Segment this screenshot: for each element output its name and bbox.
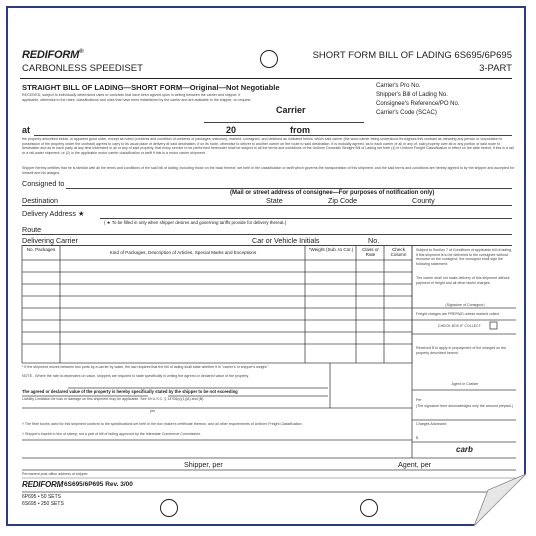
col-class: Class or Rate bbox=[362, 247, 379, 258]
star-icon: ★ bbox=[77, 209, 85, 218]
brand-text: REDIFORM bbox=[22, 49, 80, 61]
field-pro-no: Carrier's Pro No. bbox=[376, 83, 421, 89]
imprint-note: † Shipper's imprint in lieu of stamp; not a part of bill of lading approved by the Interstate Commerce Commission. bbox=[22, 432, 202, 436]
agent-cashier-label: Agent or Cashier bbox=[451, 382, 479, 386]
zip-label: Zip Code bbox=[328, 196, 358, 205]
carbon-text: carb bbox=[456, 445, 473, 454]
carrier-label: Carrier bbox=[276, 105, 306, 115]
water-note: * If the shipment moves between two ports by a carrier by water, the law requires that the bill of lading shall state whether it is "carrier's or shipper's weight." bbox=[22, 365, 269, 369]
check-box-label: CHECK BOX IF COLLECT bbox=[438, 324, 481, 328]
fine-print: the property described below, in apparent good order, except as noted (contents and condition of contents of packages unknown), marked, consigned, and destined as indicated below, which said carrier (the word carrier being understood throughout this contract as meaning any person or corporation in possession of the property under the contract) agrees to carry to its usual place of delivery at said destination, if on its route, otherwise to deliver to another carrier on the route to said destination. It is mutually agreed, as to each carrier of all or any of, said property over all or any portion of said route to destination and as to each party at any time interested in all or any of said property, that every service to be performed hereunder shall be subject to all the terms and conditions of the Uniform Domestic Straight Bill of Lading set forth (1) in Uniform Freight Classification in effect on the date hereof, if this is a rail or a rail-water shipment, or (2) in the applicable motor carrier classification or tariff if this is a motor carrier shipment. bbox=[22, 137, 514, 155]
form-frame bbox=[6, 6, 526, 526]
form-part: 3-PART bbox=[479, 63, 512, 74]
agreed-value-text: The agreed or declared value of the property is hereby specifically stated by the shipper to be not exceeding bbox=[22, 389, 238, 394]
shipper-per-label: Shipper, per bbox=[184, 460, 223, 469]
permanent-address-label: Permanent post-office address of shipper bbox=[22, 472, 88, 476]
destination-label: Destination bbox=[22, 196, 58, 205]
page-curl-icon bbox=[466, 466, 526, 526]
amount-prepaid-note: (The signature here acknowledges only the amount prepaid.) bbox=[416, 404, 513, 408]
subtitle: CARBONLESS SPEEDISET bbox=[22, 63, 143, 74]
freight-prepaid-text: Freight charges are PREPAID unless marked collect bbox=[416, 312, 500, 316]
delivery-note: ( ★ To be filled in only when shipper desires and governing tariffs provide for delivery thereat.) bbox=[104, 220, 287, 225]
received-text: RECEIVED, subject to individually determined rates or contracts that have been agreed upon in writing between the carrier and shipper, if applicable, otherwise to the rates, classifications and rules that have been established by the carrier and are available to the shipper, on request. bbox=[22, 93, 252, 102]
per-label: Per bbox=[416, 398, 422, 402]
state-label: State bbox=[266, 196, 283, 205]
at-label: at bbox=[22, 125, 31, 135]
bol-title: STRAIGHT BILL OF LADING—SHORT FORM—Original—Not Negotiable bbox=[22, 83, 280, 92]
footer-model: 6S695/6P695 Rev. 3/00 bbox=[64, 481, 133, 488]
consigned-to-label: Consigned to bbox=[22, 179, 65, 188]
year-label: 20 bbox=[226, 125, 237, 135]
footer-sets-2: 6S695 • 250 SETS bbox=[22, 501, 64, 507]
mail-note: (Mail or street address of consignee—For purposes of notification only) bbox=[230, 190, 435, 196]
form-title: SHORT FORM BILL OF LADING 6S695/6P695 bbox=[312, 50, 512, 61]
commodity-table bbox=[8, 8, 528, 528]
from-label: from bbox=[290, 125, 310, 135]
col-packages: No. Packages bbox=[26, 247, 56, 252]
car-no-label: No. bbox=[368, 236, 380, 245]
fibre-note: † The fibre boxes used for this shipment conform to the specifications set forth in the box maker's certificate thereon, and all other requirements of Uniform Freight Classification. bbox=[22, 422, 303, 426]
field-consignee-ref: Consignee's Reference/PO No. bbox=[376, 101, 460, 107]
fine-print-2: Shipper hereby certifies that he is familiar with all the terms and conditions of the said bill of lading, including those on the back thereof, set forth in the classification or tariff which governs the transportation of this shipment, and the said terms and conditions are hereby agreed to by the shipper and accepted for himself and his assigns. bbox=[22, 166, 515, 175]
delivery-address-text: Delivery Address bbox=[22, 209, 76, 218]
dollar-sign: $ bbox=[416, 436, 418, 440]
liability-text: Liability Limitation for loss or damage on this shipment may be applicable. See 49 U.S.C. § 14706(c)(1)(A) and (B). bbox=[22, 397, 205, 401]
delivering-carrier-label: Delivering Carrier bbox=[22, 236, 78, 245]
field-shipper-bol: Shipper's Bill of Lading No. bbox=[376, 92, 448, 98]
consignor-signature-label: (Signature of Consignor) bbox=[445, 303, 485, 307]
county-label: County bbox=[412, 196, 435, 205]
section7-text: Subject to Section 7 of Conditions of applicable bill of lading, if this shipment is to be delivered to the consignee without recourse on the consignor, the consignor shall sign the following statement: bbox=[416, 248, 513, 266]
col-check: Check Column bbox=[390, 247, 407, 258]
footer-sets-1: 6P695 • 50 SETS bbox=[22, 494, 61, 500]
car-initials-label: Car or Vehicle Initials bbox=[252, 236, 320, 245]
agent-per-label: Agent, per bbox=[398, 460, 432, 469]
per-value-label: per bbox=[150, 409, 156, 413]
received-dollars-text: Received $ to apply in prepayment of the charges on the property described hereon. bbox=[416, 346, 507, 355]
route-label: Route bbox=[22, 225, 42, 234]
reg-mark: ® bbox=[79, 49, 84, 55]
col-weight: *Weight (Sub. to Cor.) bbox=[308, 247, 354, 252]
field-scac: Carrier's Code (SCAC) bbox=[376, 110, 437, 116]
section7b-text: The carrier shall not make delivery of this shipment without payment of freight and all other lawful charges. bbox=[416, 276, 510, 285]
col-description: Kind of Packages, Description of Articles, Special Marks and Exceptions bbox=[109, 250, 257, 255]
rate-note: NOTE - Where the rate is dependent on value, shippers are required to state specifically in writing the agreed or declared value of the property. bbox=[22, 374, 250, 378]
footer-brand: REDIFORM bbox=[22, 480, 64, 489]
charges-advanced-label: Charges Advanced bbox=[416, 422, 447, 426]
